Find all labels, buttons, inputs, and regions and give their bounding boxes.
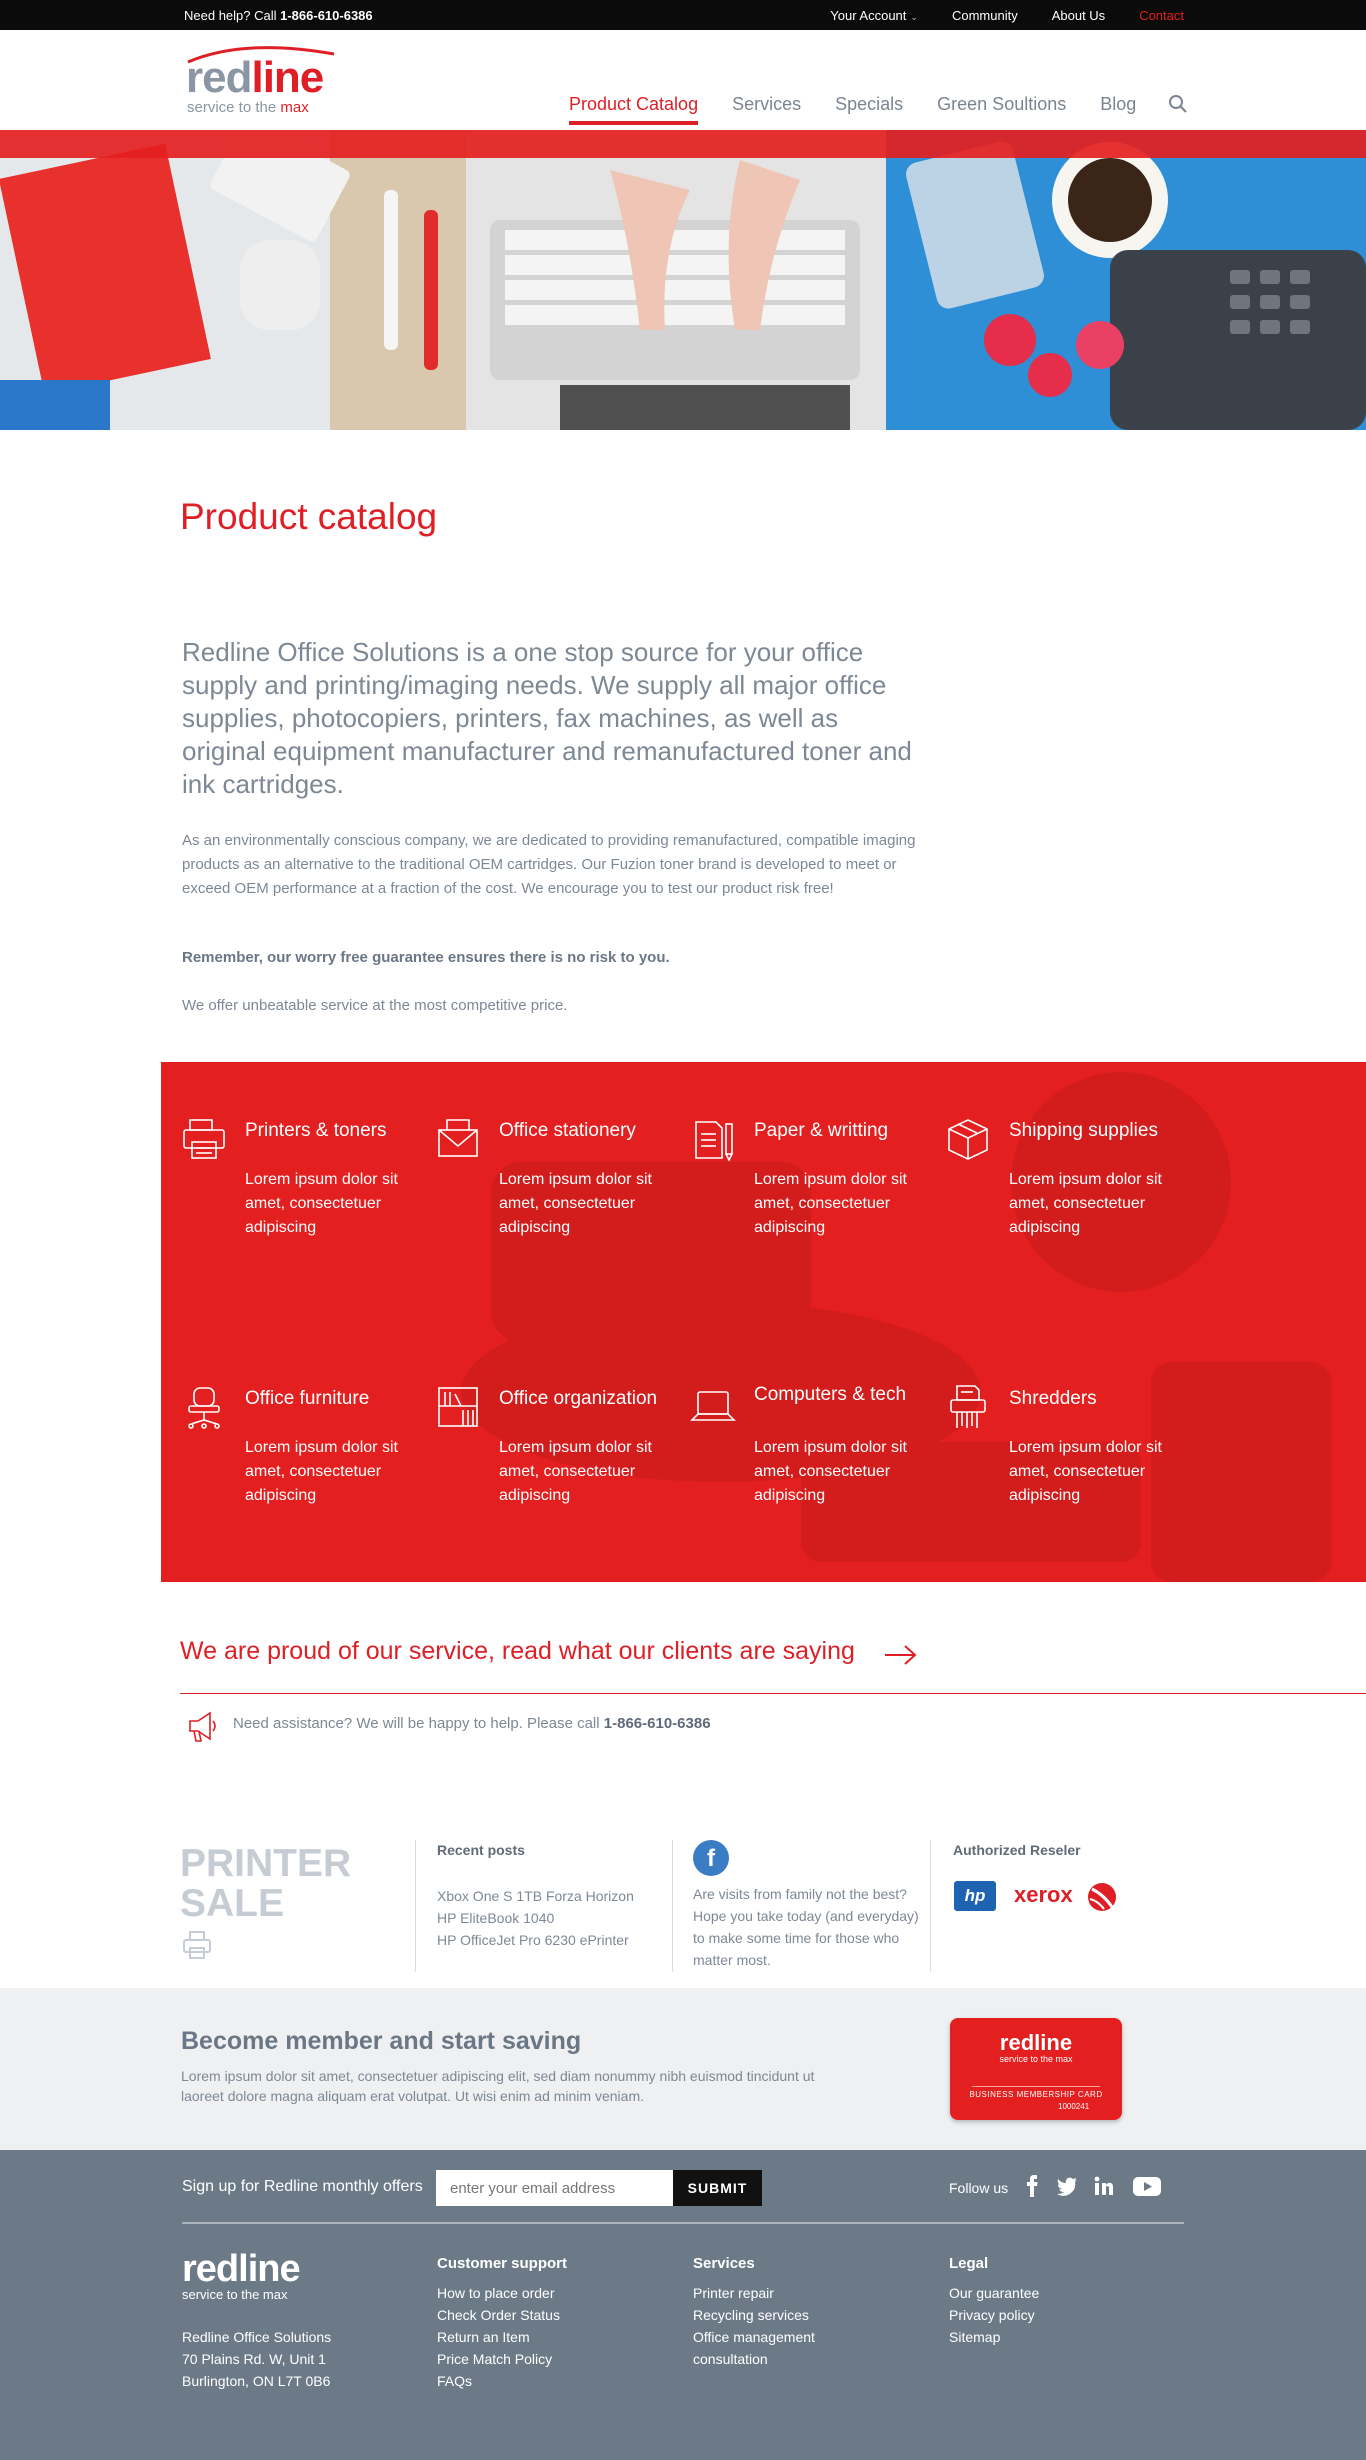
chair-icon: [181, 1384, 227, 1430]
facebook-icon[interactable]: [1024, 2175, 1040, 2197]
laptop-icon: [690, 1384, 736, 1430]
nav-specials[interactable]: Specials: [835, 94, 904, 114]
redline-logo[interactable]: [184, 44, 344, 120]
footer-col-services: [693, 2255, 815, 2370]
footer-link[interactable]: Recycling services: [693, 2307, 809, 2323]
main-nav: [569, 94, 1136, 125]
footer-link[interactable]: Our guarantee: [949, 2285, 1040, 2301]
category-title: Printers & toners: [245, 1120, 387, 1141]
footer-col-customer-support: [437, 2255, 567, 2392]
card-logo: redline: [999, 2030, 1073, 2055]
your-account-link[interactable]: Your Account ⌄: [830, 8, 918, 23]
widget-divider: [415, 1840, 416, 1972]
membership-text: Lorem ipsum dolor sit amet, consectetuer adipiscing elit, sed diam nonummy nibh euismod tincidunt ut laoreet dolore magna aliquam erat volutpat. Ut wisi enim ad minim veniam.: [181, 2068, 815, 2104]
printer-sale-banner[interactable]: PRINTER SALE: [180, 1842, 352, 1925]
envelope-icon: [435, 1116, 481, 1162]
category-desc: Lorem ipsum dolor sit amet, consectetuer adipiscing: [1009, 1439, 1162, 1504]
offer-text: We offer unbeatable service at the most competitive price.: [182, 997, 568, 1014]
help-phone-link[interactable]: 1-866-610-6386: [280, 8, 373, 23]
assistance-phone-link[interactable]: 1-866-610-6386: [603, 1715, 711, 1732]
section-divider: [180, 1693, 1366, 1694]
arrow-right-icon[interactable]: [883, 1643, 919, 1667]
community-link[interactable]: Community: [951, 8, 1018, 23]
nav-product-catalog[interactable]: Product Catalog: [569, 94, 698, 125]
footer-link[interactable]: FAQs: [437, 2373, 473, 2389]
footer-link[interactable]: Printer repair: [693, 2285, 774, 2301]
printer-icon: [182, 1930, 212, 1960]
about-us-link[interactable]: About Us: [1051, 8, 1106, 23]
footer-col-title: Customer support: [437, 2255, 568, 2272]
help-line: [184, 8, 373, 23]
footer-divider: [182, 2222, 1184, 2224]
widget-divider: [672, 1840, 673, 1972]
linkedin-icon[interactable]: [1094, 2175, 1114, 2197]
help-text: Need help? Call: [184, 8, 281, 23]
clients-testimonials-link[interactable]: We are proud of our service, read what our clients are saying: [180, 1637, 855, 1665]
footer-col-title: Legal: [949, 2255, 989, 2272]
youtube-icon[interactable]: [1132, 2175, 1162, 2197]
recent-post-link[interactable]: HP EliteBook 1040: [437, 1910, 555, 1926]
category-title: Paper & writting: [754, 1120, 889, 1141]
recent-posts-title: Recent posts: [437, 1842, 525, 1858]
recent-post-link[interactable]: Xbox One S 1TB Forza Horizon: [437, 1888, 634, 1904]
category-desc: Lorem ipsum dolor sit amet, consectetuer adipiscing: [245, 1439, 398, 1504]
twitter-icon[interactable]: [1056, 2175, 1078, 2197]
card-number: 1000241: [1058, 2102, 1090, 2111]
intro-lead: Redline Office Solutions is a one stop source for your office supply and printing/imaging needs. We supply all major office supplies, photocopiers, printers, fax machines, as well as original equipment manufacturer and remanufactured toner and ink cartridges.: [182, 637, 912, 799]
logo-wordmark: redline: [186, 53, 324, 102]
footer-link[interactable]: Price Match Policy: [437, 2351, 553, 2367]
xerox-logo: xerox: [1014, 1882, 1073, 1907]
newsletter-label: Sign up for Redline monthly offers: [182, 2178, 423, 2195]
category-desc: Lorem ipsum dolor sit amet, consectetuer adipiscing: [245, 1171, 398, 1236]
chevron-down-icon: ⌄: [910, 12, 918, 22]
hero-red-band: [0, 130, 1366, 158]
shredder-icon: [945, 1384, 991, 1430]
office-desk-illustration: [0, 130, 1366, 430]
card-tagline: service to the max: [999, 2054, 1073, 2064]
footer-link[interactable]: How to place order: [437, 2285, 555, 2301]
nav-services[interactable]: Services: [732, 94, 802, 114]
category-desc: Lorem ipsum dolor sit amet, consectetuer adipiscing: [499, 1439, 652, 1504]
top-links: [830, 8, 1184, 23]
footer-col-title: Services: [693, 2255, 755, 2272]
guarantee-text: Remember, our worry free guarantee ensures there is no risk to you.: [182, 949, 670, 966]
widget-divider: [930, 1840, 931, 1972]
newsletter-submit-button[interactable]: SUBMIT: [673, 2170, 762, 2206]
category-title: Office organization: [499, 1388, 658, 1409]
box-icon: [945, 1116, 991, 1162]
contact-link[interactable]: Contact: [1139, 8, 1184, 23]
footer-link[interactable]: consultation: [693, 2351, 768, 2367]
card-rule: [972, 2086, 1100, 2087]
category-title: Office stationery: [499, 1120, 636, 1141]
nav-blog[interactable]: Blog: [1100, 94, 1137, 114]
page-title: Product catalog: [180, 496, 438, 537]
printer-icon: [181, 1116, 227, 1162]
company-address: Redline Office Solutions 70 Plains Rd. W, Unit 1 Burlington, ON L7T 0B6: [182, 2329, 332, 2389]
footer-col-legal: [949, 2255, 1039, 2348]
card-type: BUSINESS MEMBERSHIP CARD: [969, 2090, 1103, 2099]
footer-link[interactable]: Office management: [693, 2329, 815, 2345]
assistance-line: [233, 1715, 711, 1732]
hero-image: [0, 130, 1366, 430]
intro-body: As an environmentally conscious company, we are dedicated to providing remanufactured, compatible imaging products as an alternative to the traditional OEM cartridges. Our Fuzion toner brand is developed to meet or exceed OEM performance at a fraction of the cost. We encourage you to test our product risk free!: [182, 832, 916, 897]
footer-link[interactable]: Privacy policy: [949, 2307, 1035, 2323]
category-grid: [161, 1062, 1366, 1582]
facebook-icon[interactable]: f: [693, 1840, 729, 1876]
category-desc: Lorem ipsum dolor sit amet, consectetuer adipiscing: [754, 1171, 907, 1236]
reseller-title: Authorized Reseler: [953, 1842, 1081, 1858]
nav-green-solutions[interactable]: Green Soultions: [937, 94, 1067, 114]
site-header: [0, 30, 1366, 130]
facebook-post-text: Are visits from family not the best? Hope you take today (and everyday) to make some time for those who matter most.: [693, 1886, 919, 1968]
paper-pen-icon: [690, 1116, 736, 1162]
recent-post-link[interactable]: HP OfficeJet Pro 6230 ePrinter: [437, 1932, 629, 1948]
membership-section: [0, 1988, 1366, 2150]
megaphone-icon: [184, 1709, 218, 1743]
footer-link[interactable]: Return an Item: [437, 2329, 530, 2345]
top-bar: [0, 0, 1366, 30]
recent-posts-list: [437, 1885, 634, 1951]
newsletter-email-input[interactable]: [436, 2170, 674, 2206]
site-footer: [0, 2150, 1366, 2460]
category-title: Shipping supplies: [1009, 1120, 1158, 1141]
category-desc: Lorem ipsum dolor sit amet, consectetuer adipiscing: [499, 1171, 652, 1236]
assistance-text: Need assistance? We will be happy to help. Please call: [233, 1715, 604, 1732]
category-desc: Lorem ipsum dolor sit amet, consectetuer adipiscing: [754, 1439, 907, 1504]
search-icon[interactable]: [1168, 94, 1188, 114]
footer-logo[interactable]: redline service to the max: [182, 2248, 300, 2302]
follow-us-label: Follow us: [949, 2180, 1009, 2196]
shelf-icon: [435, 1384, 481, 1430]
xerox-sphere-icon: [1086, 1881, 1118, 1913]
category-title: Office furniture: [245, 1388, 370, 1409]
logo-tagline: service to the max: [187, 99, 309, 116]
category-title: Computers & tech: [754, 1384, 907, 1405]
category-title: Shredders: [1009, 1388, 1097, 1409]
hp-logo: hp: [954, 1881, 996, 1911]
footer-link[interactable]: Sitemap: [949, 2329, 1001, 2345]
membership-title: Become member and start saving: [181, 2027, 582, 2055]
footer-link[interactable]: Check Order Status: [437, 2307, 560, 2323]
membership-card[interactable]: [950, 2018, 1122, 2120]
category-desc: Lorem ipsum dolor sit amet, consectetuer adipiscing: [1009, 1171, 1162, 1236]
